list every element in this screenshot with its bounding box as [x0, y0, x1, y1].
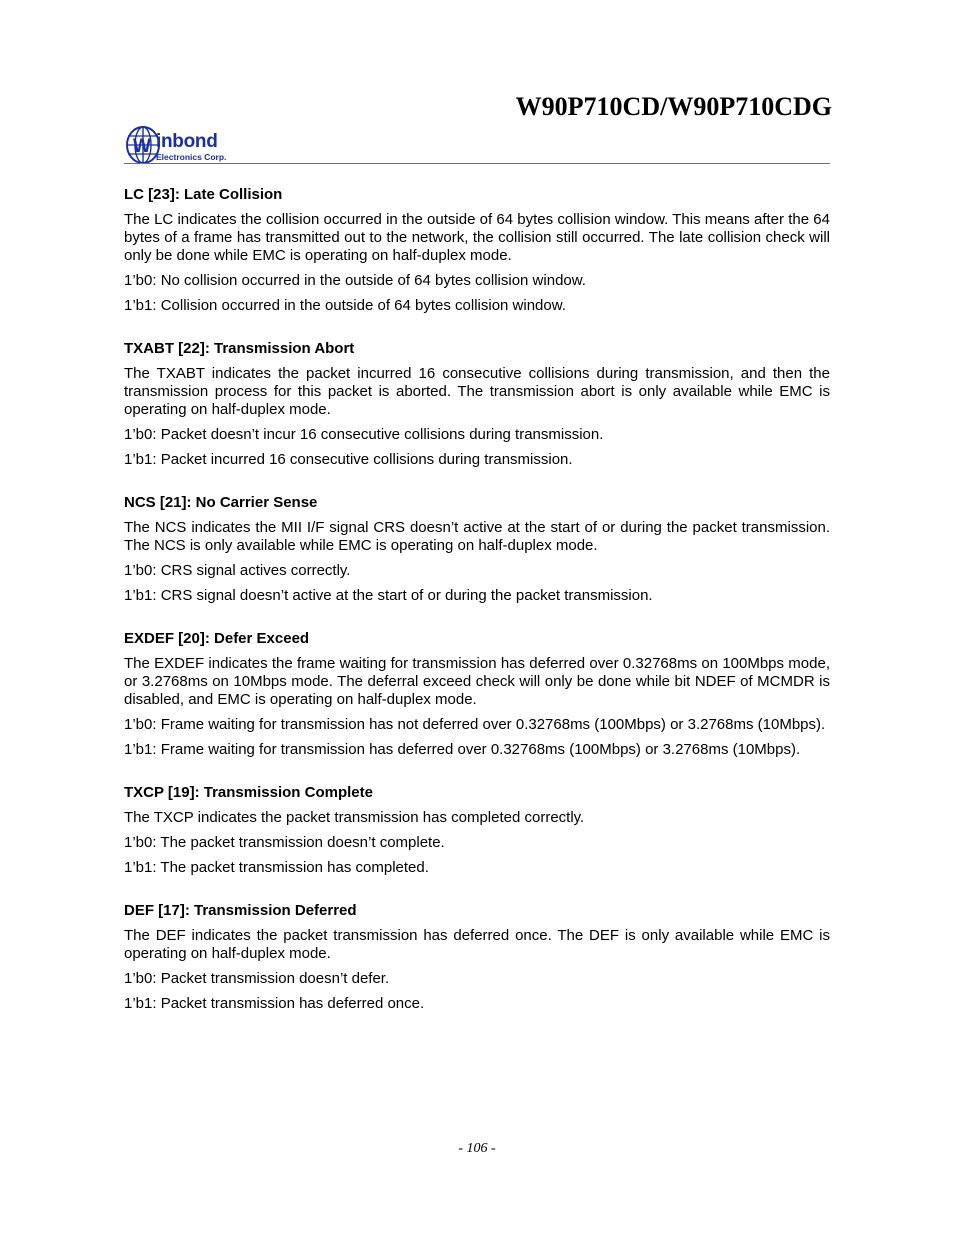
svg-text:W: W	[133, 136, 151, 157]
bit-value-0: 1’b0: Frame waiting for transmission has not deferred over 0.32768ms (100Mbps) or 3.2768ms (10Mbps).	[124, 716, 826, 733]
bit-value-0: 1’b0: No collision occurred in the outside of 64 bytes collision window.	[124, 272, 586, 289]
page-number: - 106 -	[458, 1141, 496, 1156]
section-description: The TXABT indicates the packet incurred 16 consecutive collisions during transmission, and then the transmission process for this packet is aborted. The transmission abort is only available while EMC is operating on half-duplex mode.	[124, 365, 830, 418]
globe-logo-icon	[126, 125, 160, 165]
bit-value-1: 1’b1: CRS signal doesn’t active at the start of or during the packet transmission.	[124, 587, 653, 604]
section-txcp	[124, 784, 830, 877]
section-heading: EXDEF [20]: Defer Exceed	[124, 630, 310, 647]
section-description: The NCS indicates the MII I/F signal CRS doesn’t active at the start of or during the packet transmission. The NCS is only available while EMC is operating on half-duplex mode.	[124, 519, 830, 554]
section-description: The LC indicates the collision occurred in the outside of 64 bytes collision window. This means after the 64 bytes of a frame has transmitted out to the network, the collision still occurred. The late collision check will only be done while EMC is operating on half-duplex mode.	[124, 211, 830, 264]
header-divider	[124, 163, 830, 164]
bit-value-0: 1’b0: Packet doesn’t incur 16 consecutive collisions during transmission.	[124, 426, 604, 443]
section-lc	[124, 186, 830, 315]
section-txabt	[124, 340, 830, 469]
section-heading: TXABT [22]: Transmission Abort	[124, 340, 355, 357]
section-heading: DEF [17]: Transmission Deferred	[124, 902, 357, 919]
bit-value-1: 1’b1: Frame waiting for transmission has deferred over 0.32768ms (100Mbps) or 3.2768ms (10Mbps).	[124, 741, 801, 758]
bit-value-1: 1’b1: Packet incurred 16 consecutive collisions during transmission.	[124, 451, 573, 468]
bit-value-1: 1’b1: Collision occurred in the outside of 64 bytes collision window.	[124, 297, 566, 314]
section-ncs	[124, 494, 830, 605]
section-heading: TXCP [19]: Transmission Complete	[124, 784, 373, 801]
bit-value-1: 1’b1: Packet transmission has deferred once.	[124, 995, 425, 1012]
section-heading: NCS [21]: No Carrier Sense	[124, 494, 318, 511]
winbond-logo	[126, 125, 251, 165]
bit-value-0: 1’b0: The packet transmission doesn’t complete.	[124, 834, 445, 851]
section-description: The EXDEF indicates the frame waiting for transmission has deferred over 0.32768ms on 100Mbps mode, or 3.2768ms on 10Mbps mode. The deferral exceed check will only be done while bit NDEF of MCMDR is disabled, and EMC is operating on half-duplex mode.	[124, 655, 830, 708]
section-def	[124, 902, 830, 1013]
section-description: The TXCP indicates the packet transmission has completed correctly.	[124, 809, 585, 826]
document-title: W90P710CD/W90P710CDG	[515, 92, 832, 121]
section-exdef	[124, 630, 830, 759]
bit-value-0: 1’b0: CRS signal actives correctly.	[124, 562, 351, 579]
section-heading: LC [23]: Late Collision	[124, 186, 283, 203]
bit-value-0: 1’b0: Packet transmission doesn’t defer.	[124, 970, 390, 987]
document-body	[124, 186, 830, 1038]
logo-wordmark: inbond	[156, 131, 218, 152]
logo-subtext: Electronics Corp.	[156, 152, 227, 162]
section-description: The DEF indicates the packet transmission has deferred once. The DEF is only available while EMC is operating on half-duplex mode.	[124, 927, 830, 962]
bit-value-1: 1’b1: The packet transmission has completed.	[124, 859, 429, 876]
